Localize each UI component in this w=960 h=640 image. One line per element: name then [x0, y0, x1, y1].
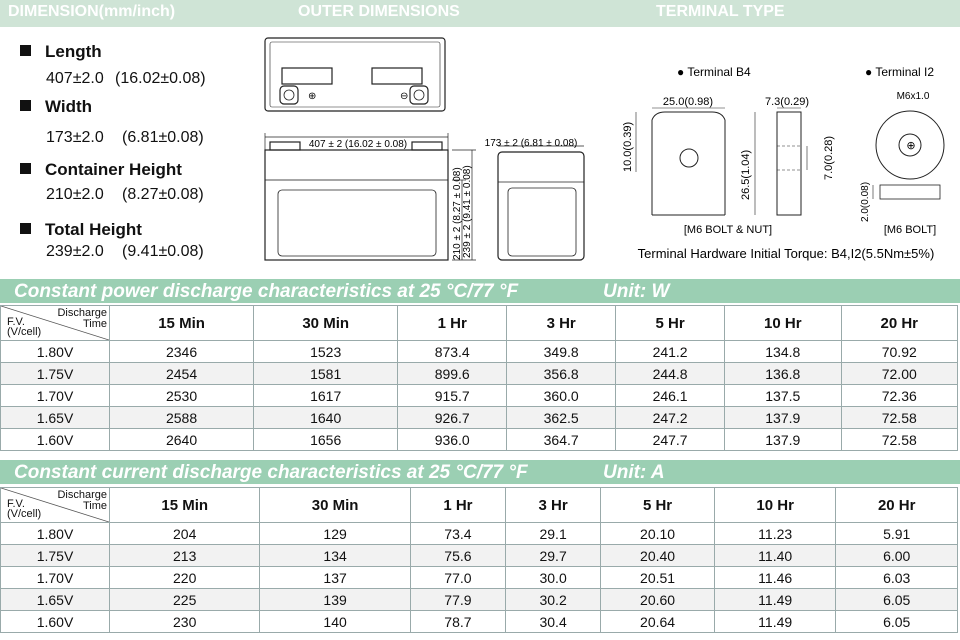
length-inch: (16.02±0.08) — [115, 70, 206, 87]
current-table-banner — [0, 460, 960, 484]
value-cell: 11.49 — [714, 611, 836, 633]
column-header: 5 Hr — [616, 306, 725, 341]
value-cell: 137.9 — [725, 407, 841, 429]
value-cell: 72.58 — [841, 407, 957, 429]
value-cell: 204 — [110, 523, 260, 545]
current-table-header-row — [1, 488, 958, 523]
value-cell: 72.00 — [841, 363, 957, 385]
column-header: 20 Hr — [836, 488, 958, 523]
terminal-i2-title: ● Terminal I2 — [865, 65, 935, 79]
value-cell: 220 — [110, 567, 260, 589]
i2-height-label: 2.0(0.08) — [860, 181, 871, 222]
value-cell: 29.1 — [506, 523, 601, 545]
value-cell: 77.0 — [410, 567, 505, 589]
length-dimension-label: 407 ± 2 (16.02 ± 0.08) — [308, 139, 408, 150]
total-height-dimension-label: 239 ± 2 (9.41 ± 0.08) — [462, 165, 473, 258]
fv-label: F.V. — [7, 316, 25, 328]
discharge-label: Discharge — [57, 307, 107, 319]
outer-dimensions-header: OUTER DIMENSIONS — [298, 3, 460, 20]
i2-caption: [M6 BOLT] — [883, 224, 937, 236]
value-cell: 1656 — [254, 429, 398, 451]
total-height-label: Total Height — [20, 220, 142, 240]
value-cell: 241.2 — [616, 341, 725, 363]
length-label: Length — [20, 42, 102, 62]
value-cell: 364.7 — [507, 429, 616, 451]
value-cell: 137 — [260, 567, 410, 589]
value-cell: 5.91 — [836, 523, 958, 545]
b4-thickness-label: 7.3(0.29) — [764, 96, 810, 108]
value-cell: 30.4 — [506, 611, 601, 633]
final-voltage-cell: 1.65V — [1, 407, 110, 429]
value-cell: 72.36 — [841, 385, 957, 407]
final-voltage-cell: 1.75V — [1, 363, 110, 385]
value-cell: 247.7 — [616, 429, 725, 451]
value-cell: 6.05 — [836, 611, 958, 633]
column-header: 3 Hr — [506, 488, 601, 523]
value-cell: 2588 — [110, 407, 254, 429]
dimension-header: DIMENSION(mm/inch) — [8, 3, 176, 20]
final-voltage-cell: 1.60V — [1, 429, 110, 451]
column-header: 15 Min — [110, 488, 260, 523]
value-cell: 136.8 — [725, 363, 841, 385]
final-voltage-cell: 1.80V — [1, 523, 110, 545]
table-row — [1, 407, 958, 429]
value-cell: 11.40 — [714, 545, 836, 567]
power-table — [0, 305, 958, 451]
final-voltage-cell: 1.60V — [1, 611, 110, 633]
container-height-label: Container Height — [20, 160, 182, 180]
value-cell: 78.7 — [410, 611, 505, 633]
value-cell: 75.6 — [410, 545, 505, 567]
value-cell: 70.92 — [841, 341, 957, 363]
value-cell: 2454 — [110, 363, 254, 385]
column-header: 30 Min — [254, 306, 398, 341]
column-header: 10 Hr — [725, 306, 841, 341]
table-row — [1, 363, 958, 385]
current-table — [0, 487, 958, 633]
table-row — [1, 611, 958, 633]
value-cell: 225 — [110, 589, 260, 611]
container-height-mm: 210±2.0 — [46, 186, 104, 203]
value-cell: 134.8 — [725, 341, 841, 363]
value-cell: 20.40 — [601, 545, 715, 567]
value-cell: 2346 — [110, 341, 254, 363]
value-cell: 134 — [260, 545, 410, 567]
total-height-mm: 239±2.0 — [46, 243, 104, 260]
value-cell: 246.1 — [616, 385, 725, 407]
value-cell: 360.0 — [507, 385, 616, 407]
vcell-label: (V/cell) — [7, 508, 42, 520]
current-table-unit: Unit: A — [603, 462, 665, 483]
table-row — [1, 429, 958, 451]
width-dimension-label: 173 ± 2 (6.81 ± 0.08) — [484, 138, 578, 149]
value-cell: 137.5 — [725, 385, 841, 407]
b4-front-profile — [652, 112, 725, 215]
final-voltage-cell: 1.70V — [1, 567, 110, 589]
table-row — [1, 385, 958, 407]
length-mm: 407±2.0 — [46, 70, 104, 87]
value-cell: 30.0 — [506, 567, 601, 589]
value-cell: 73.4 — [410, 523, 505, 545]
discharge-label: Discharge — [57, 489, 107, 501]
column-header: 15 Min — [110, 306, 254, 341]
power-table-title: Constant power discharge characteristics at 25 °C/77 °F — [14, 281, 519, 302]
power-table-unit: Unit: W — [603, 281, 670, 302]
i2-plus-icon: ⊕ — [906, 139, 916, 152]
value-cell: 20.51 — [601, 567, 715, 589]
b4-width-label: 25.0(0.98) — [662, 96, 714, 108]
power-table-corner — [1, 306, 110, 341]
value-cell: 349.8 — [507, 341, 616, 363]
value-cell: 247.2 — [616, 407, 725, 429]
power-table-body — [1, 341, 958, 451]
terminal-drawing — [0, 0, 960, 272]
value-cell: 873.4 — [398, 341, 507, 363]
value-cell: 11.23 — [714, 523, 836, 545]
b4-total-height-label: 26.5(1.04) — [740, 149, 752, 200]
value-cell: 11.46 — [714, 567, 836, 589]
value-cell: 139 — [260, 589, 410, 611]
time-label: Time — [82, 318, 107, 330]
value-cell: 1581 — [254, 363, 398, 385]
i2-bolt-label: M6x1.0 — [896, 91, 930, 102]
i2-terminal-base — [880, 185, 940, 199]
total-height-inch: (9.41±0.08) — [122, 243, 204, 260]
value-cell: 213 — [110, 545, 260, 567]
time-label: Time — [82, 500, 107, 512]
value-cell: 230 — [110, 611, 260, 633]
plus-terminal-icon: ⊕ — [308, 91, 317, 102]
power-table-banner — [0, 279, 960, 303]
column-header: 20 Hr — [841, 306, 957, 341]
power-table-header-row — [1, 306, 958, 341]
value-cell: 6.03 — [836, 567, 958, 589]
value-cell: 936.0 — [398, 429, 507, 451]
column-header: 1 Hr — [398, 306, 507, 341]
value-cell: 356.8 — [507, 363, 616, 385]
value-cell: 72.58 — [841, 429, 957, 451]
value-cell: 29.7 — [506, 545, 601, 567]
b4-hole-height-label: 7.0(0.28) — [823, 135, 835, 180]
value-cell: 11.49 — [714, 589, 836, 611]
fv-label: F.V. — [7, 498, 25, 510]
value-cell: 6.00 — [836, 545, 958, 567]
table-row — [1, 589, 958, 611]
table-row — [1, 341, 958, 363]
value-cell: 1523 — [254, 341, 398, 363]
value-cell: 20.10 — [601, 523, 715, 545]
current-table-corner — [1, 488, 110, 523]
value-cell: 244.8 — [616, 363, 725, 385]
b4-left-height-label: 10.0(0.39) — [622, 121, 634, 172]
minus-terminal-icon: ⊖ — [400, 91, 409, 102]
table-row — [1, 545, 958, 567]
value-cell: 20.60 — [601, 589, 715, 611]
current-table-body — [1, 523, 958, 633]
final-voltage-cell: 1.70V — [1, 385, 110, 407]
width-label: Width — [20, 97, 92, 117]
value-cell: 140 — [260, 611, 410, 633]
value-cell: 926.7 — [398, 407, 507, 429]
column-header: 5 Hr — [601, 488, 715, 523]
value-cell: 129 — [260, 523, 410, 545]
final-voltage-cell: 1.80V — [1, 341, 110, 363]
terminal-b4-title: ● Terminal B4 — [677, 65, 751, 79]
value-cell: 899.6 — [398, 363, 507, 385]
terminal-type-header: TERMINAL TYPE — [656, 3, 785, 20]
final-voltage-cell: 1.65V — [1, 589, 110, 611]
width-mm: 173±2.0 — [46, 129, 104, 146]
column-header: 30 Min — [260, 488, 410, 523]
table-row — [1, 523, 958, 545]
value-cell: 77.9 — [410, 589, 505, 611]
column-header: 1 Hr — [410, 488, 505, 523]
value-cell: 20.64 — [601, 611, 715, 633]
value-cell: 915.7 — [398, 385, 507, 407]
value-cell: 30.2 — [506, 589, 601, 611]
value-cell: 362.5 — [507, 407, 616, 429]
b4-caption: [M6 BOLT & NUT] — [683, 224, 773, 236]
value-cell: 6.05 — [836, 589, 958, 611]
value-cell: 2640 — [110, 429, 254, 451]
value-cell: 2530 — [110, 385, 254, 407]
value-cell: 137.9 — [725, 429, 841, 451]
width-inch: (6.81±0.08) — [122, 129, 204, 146]
current-table-title: Constant current discharge characteristics at 25 °C/77 °F — [14, 462, 528, 483]
b4-side-profile — [777, 112, 801, 215]
column-header: 10 Hr — [714, 488, 836, 523]
torque-note: Terminal Hardware Initial Torque: B4,I2(5.5Nm±5%) — [637, 246, 935, 261]
b4-bolt-hole — [680, 149, 698, 167]
container-height-dimension-label: 210 ± 2 (8.27 ± 0.08) — [452, 167, 463, 260]
table-row — [1, 567, 958, 589]
value-cell: 1640 — [254, 407, 398, 429]
value-cell: 1617 — [254, 385, 398, 407]
container-height-inch: (8.27±0.08) — [122, 186, 204, 203]
vcell-label: (V/cell) — [7, 326, 42, 338]
final-voltage-cell: 1.75V — [1, 545, 110, 567]
column-header: 3 Hr — [507, 306, 616, 341]
